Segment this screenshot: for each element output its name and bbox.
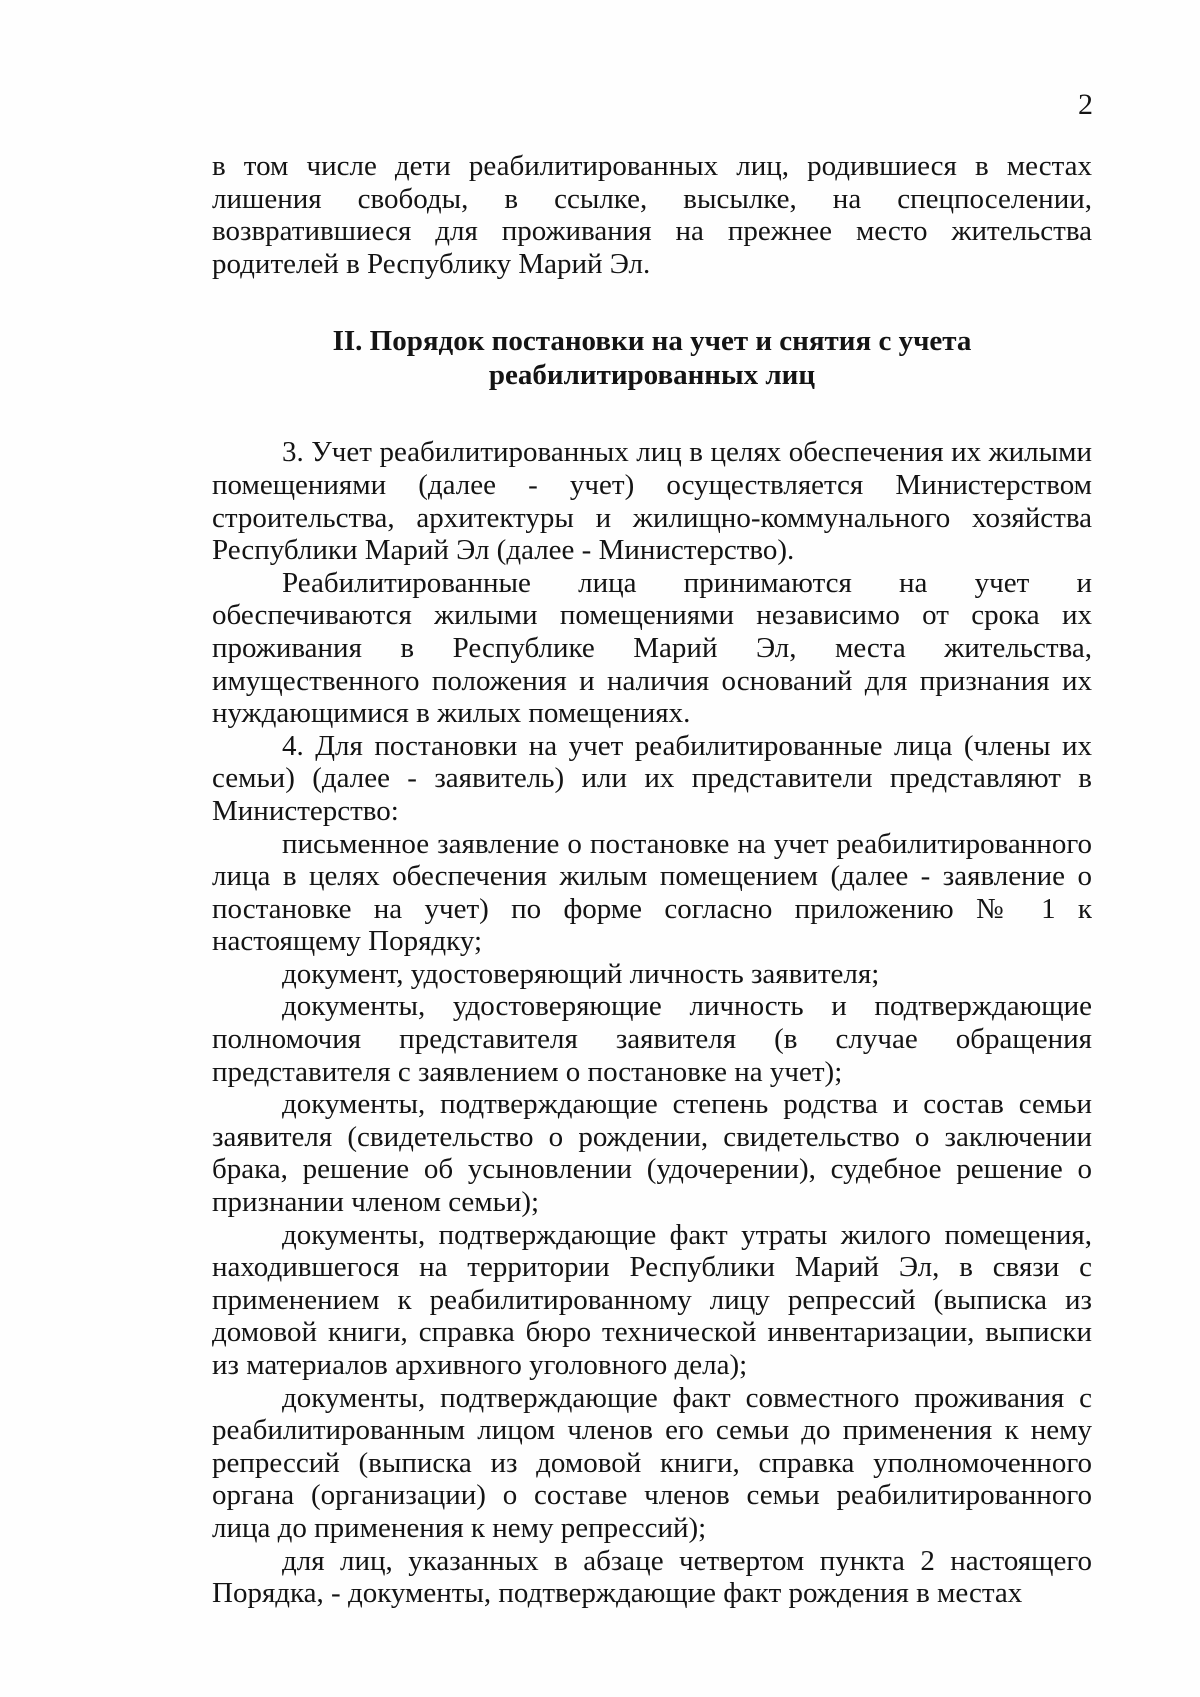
paragraph-rehabilitated-accepted: Реабилитированные лица принимаются на учет и обеспечиваются жилыми помещениями независимо от срока их проживания в Республике Марий Эл, места жительства, имущественного положения и наличия оснований для признания их нуждающимися в жилых помещениях. [212,566,1092,730]
paragraph-representative-documents: документы, удостоверяющие личность и подтверждающие полномочия представителя заявителя (в случае обращения представителя с заявлением о постановке на учет); [212,990,1092,1088]
paragraph-cohabitation-documents: документы, подтверждающие факт совместного проживания с реабилитированным лицом членов его семьи до применения к нему репрессий (выписка из домовой книги, справка уполномоченного органа (организации) о составе членов семьи реабилитированного лица до применения к нему репрессий); [212,1381,1092,1544]
section-heading-line-1: II. Порядок постановки на учет и снятия с учета [332,325,972,358]
intro-paragraph: в том числе дети реабилитированных лиц, родившиеся в местах лишения свободы, в ссылке, высылке, на спецпоселении, возвратившиеся для проживания на прежнее место жительства родителей в Республику Марий Эл. [212,150,1092,280]
paragraph-birth-documents: для лиц, указанных в абзаце четвертом пункта 2 настоящего Порядка, - документы, подтверждающие факт рождения в местах [212,1544,1092,1610]
paragraph-item-3: 3. Учет реабилитированных лиц в целях обеспечения их жилыми помещениями (далее - учет) осуществляется Министерством строительства, архитектуры и жилищно-коммунального хозяйства Республики Марий Эл (далее - Министерство). [212,436,1092,567]
paragraph-item-4: 4. Для постановки на учет реабилитированные лица (члены их семьи) (далее - заявитель) или их представители представляют в Министерство: [212,729,1092,827]
section-heading [212,324,1092,392]
paragraph-housing-loss-documents: документы, подтверждающие факт утраты жилого помещения, находившегося на территории Республики Марий Эл, в связи с применением к реабилитированному лицу репрессий (выписка из домовой книги, справка бюро технической инвентаризации, выписки из материалов архивного уголовного дела); [212,1218,1092,1381]
page-number: 2 [1078,88,1093,121]
paragraph-identity-document: документ, удостоверяющий личность заявителя; [282,957,880,990]
paragraph-kinship-documents: документы, подтверждающие степень родства и состав семьи заявителя (свидетельство о рождении, свидетельство о заключении брака, решение об усыновлении (удочерении), судебное решение о признании членом семьи); [212,1088,1092,1219]
paragraph-written-application: письменное заявление о постановке на учет реабилитированного лица в целях обеспечения жилым помещением (далее - заявление о постановке на учет) по форме согласно приложению № 1 к настоящему Порядку; [212,827,1092,958]
section-heading-line-2: реабилитированных лиц [488,359,816,392]
document-body [212,150,1092,1610]
